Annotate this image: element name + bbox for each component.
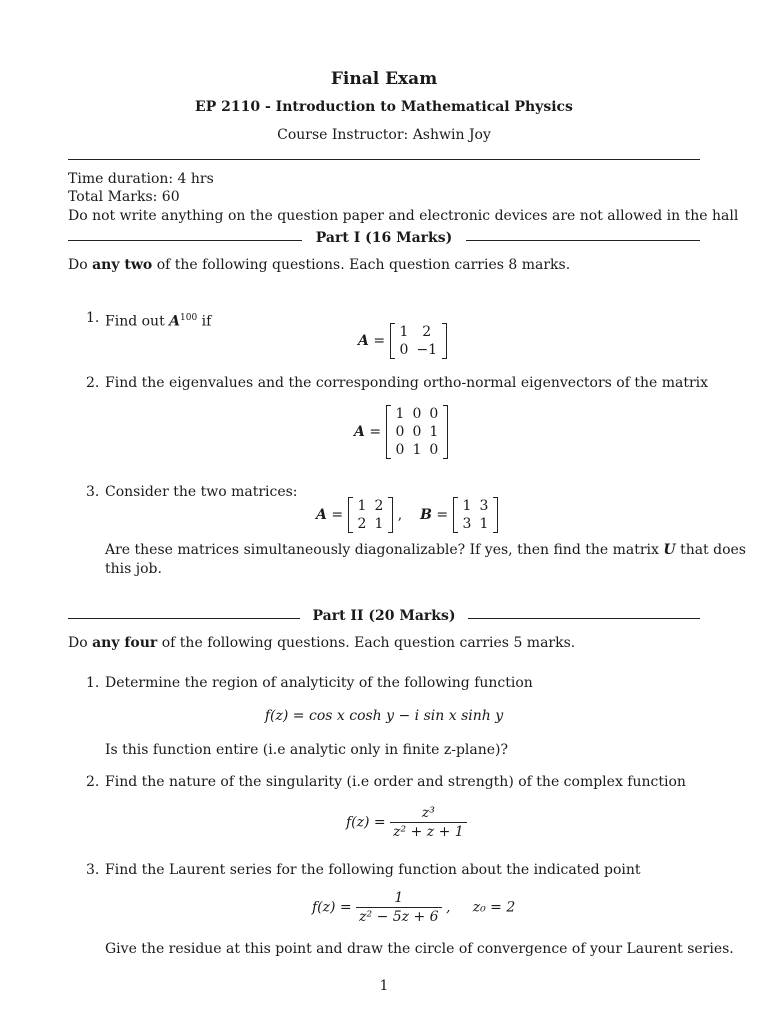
page-number: 1 — [379, 978, 389, 994]
p1-q3-equation: A = 1 2 2 1 , B = 1 3 3 1 — [316, 497, 498, 533]
part2-heading: Part II (20 Marks) — [312, 608, 456, 624]
p1-q2-matrix: 1 0 0 0 0 1 0 1 0 — [386, 405, 449, 459]
part2-instructions: Do any four of the following questions. Each question carries 5 marks. — [68, 635, 576, 651]
p2-q3-number: 3. — [86, 862, 100, 878]
p2-q1-text: Determine the region of analyticity of the following function — [105, 675, 533, 691]
p1-q3-matrix-a: 1 2 2 1 — [348, 497, 394, 533]
part1-instructions: Do any two of the following questions. Each question carries 8 marks. — [68, 257, 571, 273]
p1-q1-matrix: 1 2 0 −1 — [390, 323, 448, 359]
p1-q3-matrix-b: 1 3 3 1 — [453, 497, 499, 533]
header-rule — [68, 159, 700, 160]
p1-q1-equation: A = 1 2 0 −1 — [358, 323, 447, 359]
p1-q1-text: Find out $A^{100}$ if — [105, 313, 212, 330]
course-title: EP 2110 - Introduction to Mathematical Physics — [195, 99, 573, 115]
p1-q2-equation: A = 1 0 0 0 0 1 0 1 0 — [354, 405, 448, 459]
course-instructor: Course Instructor: Ashwin Joy — [277, 127, 491, 143]
p2-q3-formula: f(z) = $\frac{1}{\text{z² − 5z + 6}}$ , z₀ = 2 — [312, 890, 516, 925]
exam-rules: Do not write anything on the question paper and electronic devices are not allowed in the hall — [68, 208, 739, 224]
p1-q2-text: Find the eigenvalues and the corresponding ortho-normal eigenvectors of the matrix — [105, 375, 709, 391]
p1-q3-question-cont: this job. — [105, 561, 162, 577]
p1-q3-question: Are these matrices simultaneously diagonalizable? If yes, then find the matrix U that does — [105, 542, 746, 558]
part2-rule-left — [68, 618, 300, 619]
part1-rule-right — [466, 240, 700, 241]
total-marks: Total Marks: 60 — [68, 189, 180, 205]
time-duration: Time duration: 4 hrs — [68, 171, 214, 187]
part1-heading: Part I (16 Marks) — [315, 230, 453, 246]
p2-q1-number: 1. — [86, 675, 100, 691]
p2-q2-number: 2. — [86, 774, 100, 790]
p2-q3-followup: Give the residue at this point and draw the circle of convergence of your Laurent series. — [105, 941, 734, 957]
p1-q1-number: 1. — [86, 310, 100, 326]
part1-rule-left — [68, 240, 302, 241]
p2-q3-fraction: $\frac{1}{\text{z² − 5z + 6}}$ — [356, 889, 441, 926]
p2-q3-text: Find the Laurent series for the following function about the indicated point — [105, 862, 641, 878]
p1-q3-number: 3. — [86, 484, 100, 500]
p1-q2-number: 2. — [86, 375, 100, 391]
p2-q2-fraction: $\frac{\text{z³}}{\text{z² + z + 1}}$ — [390, 804, 467, 841]
p2-q1-formula: f(z) = cos x cosh y − i sin x sinh y — [264, 708, 504, 724]
p2-q2-text: Find the nature of the singularity (i.e order and strength) of the complex function — [105, 774, 686, 790]
part2-rule-right — [468, 618, 700, 619]
exam-title: Final Exam — [330, 69, 438, 89]
p2-q2-formula: f(z) = $\frac{\text{z³}}{\text{z² + z + 1}}$ — [346, 804, 467, 841]
p2-q1-followup: Is this function entire (i.e analytic only in finite z-plane)? — [105, 742, 509, 758]
p1-q3-text: Consider the two matrices: — [105, 484, 298, 500]
